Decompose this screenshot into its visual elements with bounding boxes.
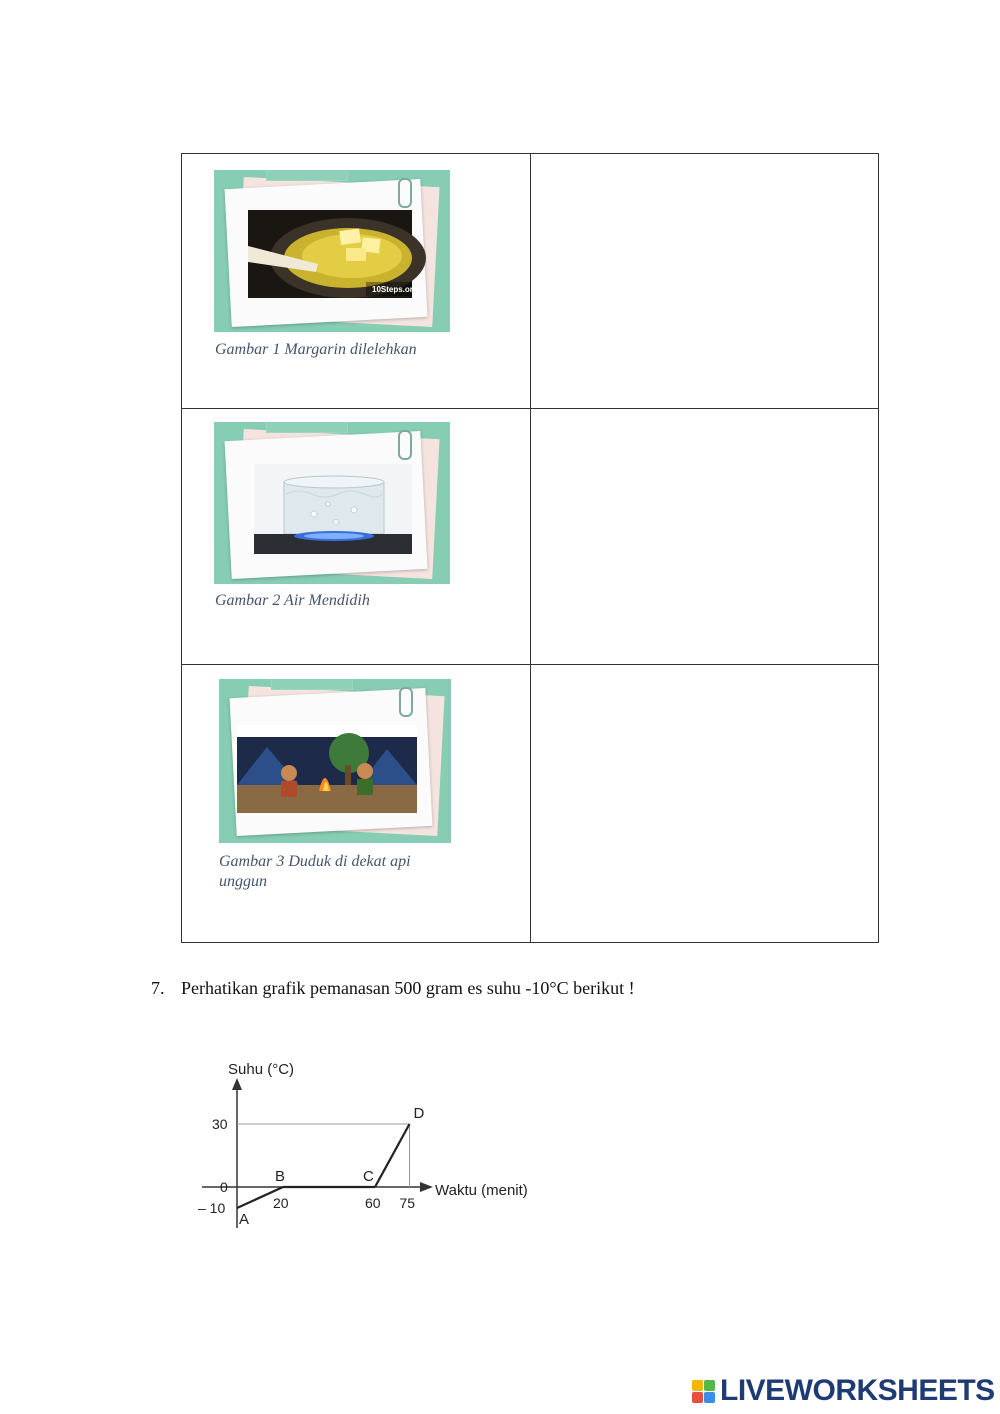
answer-cell[interactable] (531, 664, 879, 942)
figure-caption: Gambar 2 Air Mendidih (215, 592, 370, 610)
worksheet-table (181, 153, 879, 943)
question-number: 7. (151, 978, 165, 998)
point-label-B: B (275, 1168, 286, 1185)
figure-caption-line: unggun (219, 872, 267, 890)
image-cell (182, 664, 531, 942)
y-tick-label: – 10 (198, 1200, 226, 1216)
table-row (182, 664, 879, 942)
question-text: Perhatikan grafik pemanasan 500 gram es suhu -10°C berikut ! (181, 978, 635, 998)
x-tick-label: 20 (273, 1195, 289, 1211)
paperclip-icon (399, 687, 413, 717)
answer-cell[interactable] (531, 154, 879, 409)
y-axis-label: Suhu (°C) (228, 1061, 295, 1078)
figure-caption: Gambar 1 Margarin dilelehkan (215, 341, 417, 358)
boiling-water-image (254, 464, 412, 554)
campfire-image (237, 725, 417, 813)
photo-tab (266, 170, 348, 181)
liveworksheets-logo (692, 1374, 995, 1407)
logo-square (692, 1392, 703, 1403)
logo-square (704, 1380, 715, 1391)
point-label-D: D (413, 1105, 425, 1122)
logo-text: LIVEWORKSHEETS (720, 1374, 995, 1407)
paperclip-icon (398, 430, 412, 460)
point-label-A: A (239, 1211, 250, 1228)
paperclip-icon (398, 178, 412, 208)
photo-tab (271, 679, 353, 690)
x-tick-label: 75 (399, 1195, 416, 1211)
x-axis-label: Waktu (menit) (435, 1182, 528, 1199)
campfire-photo (219, 679, 451, 843)
boiling-water-photo (214, 422, 450, 584)
question-7 (151, 978, 635, 999)
answer-cell[interactable] (531, 409, 879, 664)
x-tick-label: 60 (365, 1195, 381, 1211)
table-row (182, 409, 879, 664)
logo-square (704, 1392, 715, 1403)
point-label-C: C (363, 1168, 374, 1185)
table-row (182, 154, 879, 409)
y-axis-arrow-icon (232, 1078, 242, 1090)
logo-squares-icon (692, 1380, 716, 1404)
y-tick-label: 30 (212, 1116, 228, 1132)
watermark-text: 10Steps.org (372, 285, 418, 294)
x-axis-arrow-icon (420, 1182, 433, 1192)
margarine-photo (214, 170, 450, 332)
heating-graph (190, 1050, 570, 1240)
figure-caption-line: Gambar 3 Duduk di dekat api (219, 852, 411, 870)
photo-tab (266, 422, 348, 433)
margarine-image (248, 210, 418, 298)
figure-caption (219, 852, 411, 892)
image-cell (182, 409, 531, 664)
logo-square (692, 1380, 703, 1391)
y-tick-label: 0 (220, 1179, 228, 1195)
image-cell (182, 154, 531, 409)
series-segment (375, 1124, 410, 1187)
